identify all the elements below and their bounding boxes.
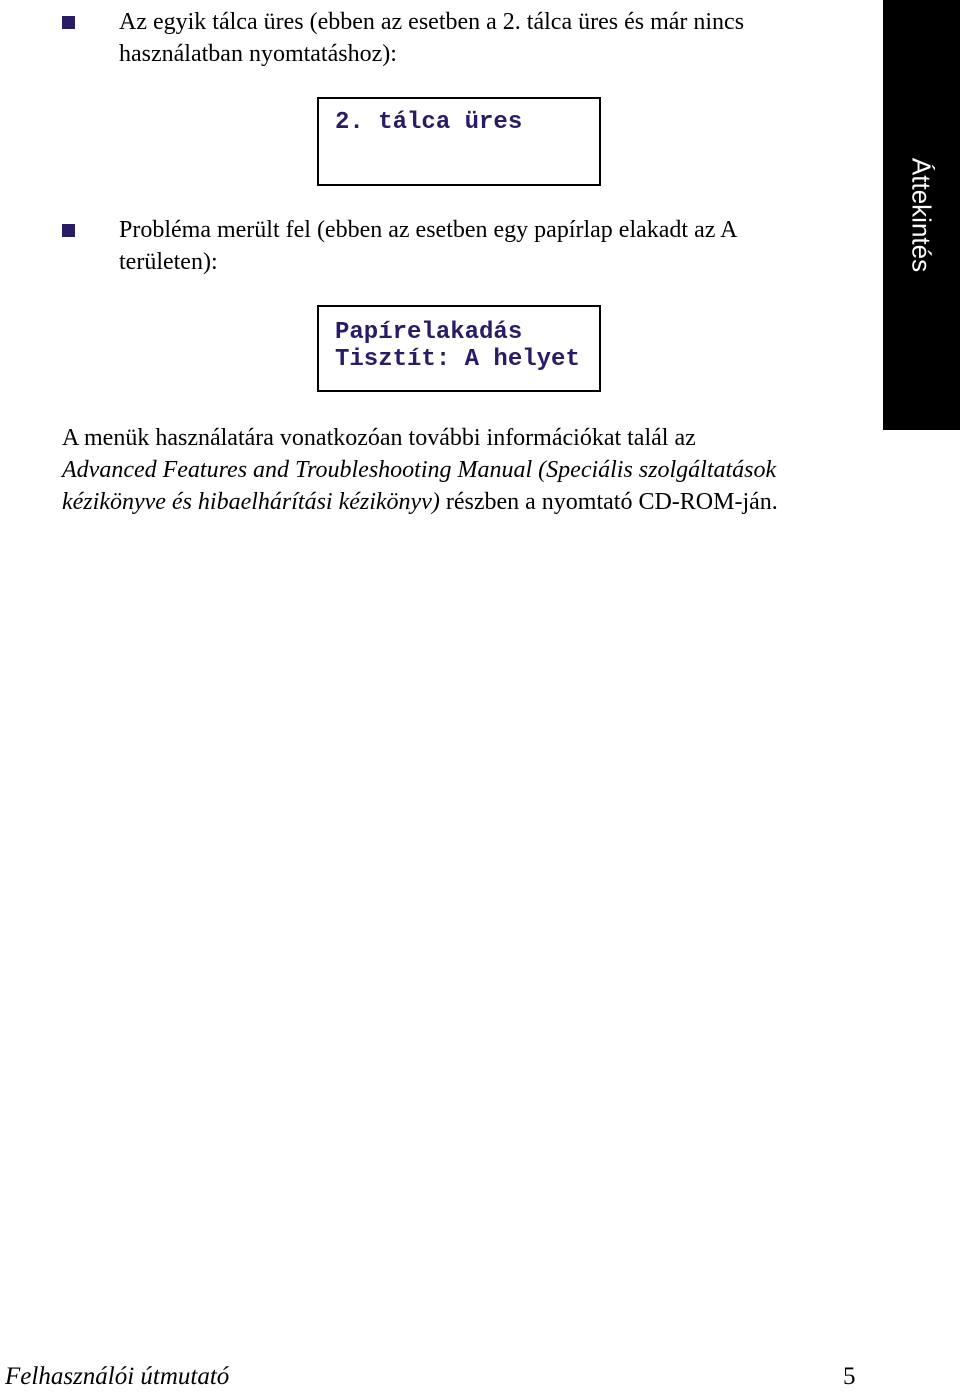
bullet-text-line-2: területen): (119, 249, 218, 275)
bullet-text-line-2: használatban nyomtatáshoz): (119, 41, 397, 67)
bullet-text-line-1: Probléma merült fel (ebben az esetben egy papírlap elakadt az A (119, 217, 738, 243)
manual-title-part-2: kézikönyve és hibaelhárítási kézikönyv) (62, 489, 440, 515)
paragraph-line-2 (62, 454, 872, 486)
bullet-text (119, 6, 839, 70)
page-number: 5 (843, 1363, 856, 1390)
manual-title-part-1: Advanced Features and Troubleshooting Manual (Speciális szolgáltatások (62, 457, 777, 483)
section-side-tab (883, 0, 960, 430)
bullet-text (119, 214, 839, 278)
paragraph-line-1: A menük használatára vonatkozóan további információkat talál az (62, 425, 696, 451)
info-paragraph (62, 422, 872, 518)
display-line-1: Papírelakadás (335, 319, 523, 346)
paragraph-line-3 (62, 486, 872, 518)
square-bullet-icon (62, 224, 75, 237)
bullet-item-paper-jam (62, 214, 822, 278)
square-bullet-icon (62, 16, 75, 29)
side-tab-label: Áttekintés (906, 157, 937, 273)
control-panel-display-tray-empty (317, 97, 601, 186)
display-line-1: 2. tálca üres (335, 109, 523, 136)
bullet-item-empty-tray (62, 6, 822, 70)
footer-title: Felhasználói útmutató (5, 1363, 230, 1390)
bullet-text-line-1: Az egyik tálca üres (ebben az esetben a 2. tálca üres és már nincs (119, 9, 745, 35)
control-panel-display-paper-jam (317, 305, 601, 392)
display-line-2: Tisztít: A helyet (335, 346, 580, 373)
paragraph-line-3-rest: részben a nyomtató CD-ROM-ján. (439, 489, 778, 515)
